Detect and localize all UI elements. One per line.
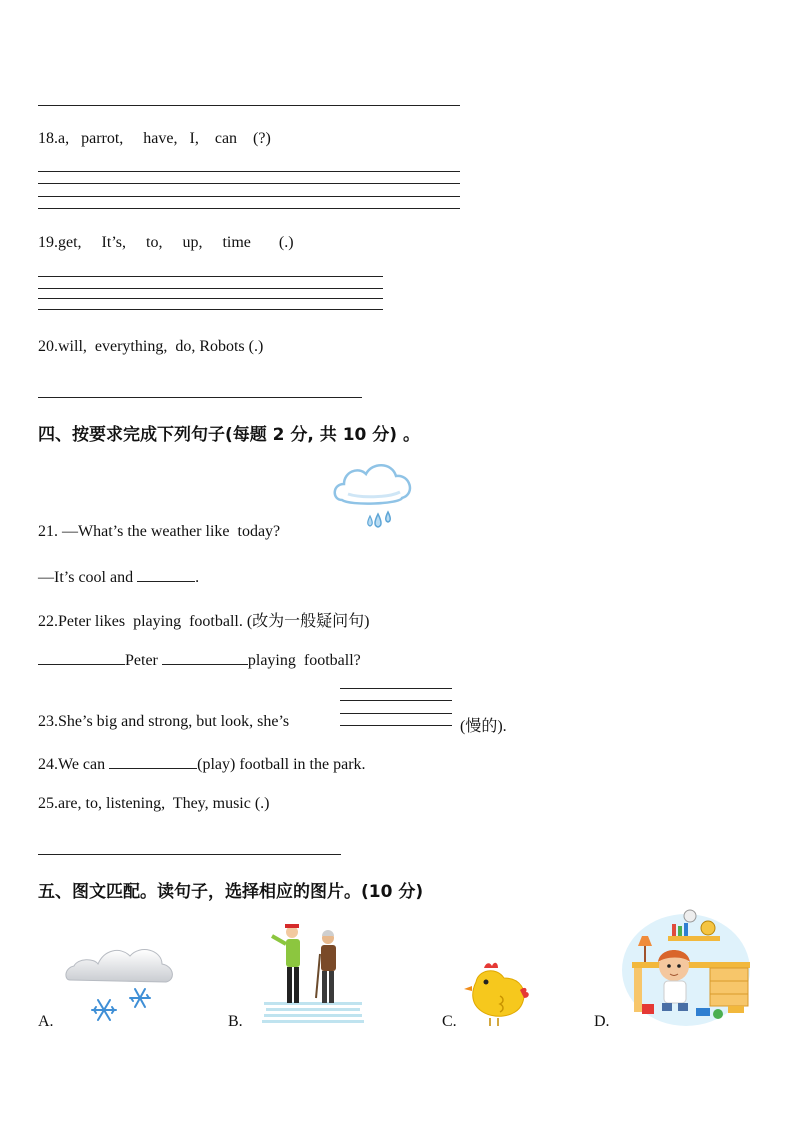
question-24 — [38, 754, 366, 774]
answer-22-blank-2[interactable] — [162, 650, 248, 665]
answer-line-18c — [38, 196, 460, 197]
option-a-label: A. — [38, 1013, 54, 1030]
question-19: 19.get, It’s, to, up, time (.) — [38, 234, 294, 251]
answer-line-19c — [38, 298, 383, 299]
answer-line-23a — [340, 688, 452, 689]
question-23: 23.She’s big and strong, but look, she’s — [38, 713, 294, 730]
question-24-blank[interactable] — [109, 754, 197, 769]
answer-line-18d — [38, 208, 460, 209]
answer-line-23d[interactable] — [340, 725, 452, 726]
answer-line-19d — [38, 309, 383, 310]
question-21: 21. —What’s the weather like today? — [38, 523, 281, 540]
snow-cloud-icon[interactable] — [64, 938, 176, 1028]
answer-21-prefix: —It’s cool and — [38, 569, 138, 586]
option-d-label: D. — [594, 1013, 610, 1030]
question-24-suffix: (play) football in the park. — [197, 756, 366, 773]
answer-line-18a — [38, 171, 460, 172]
answer-22-middle: Peter — [125, 652, 162, 669]
option-b-label: B. — [228, 1013, 243, 1030]
answer-line-17 — [38, 105, 460, 106]
answer-21 — [38, 567, 199, 587]
chick-icon[interactable] — [462, 960, 532, 1028]
question-24-prefix: 24.We can — [38, 756, 110, 773]
answer-line-23c — [340, 713, 452, 714]
answer-22 — [38, 650, 361, 670]
rain-cloud-icon — [330, 458, 415, 540]
section-4-title: 四、按要求完成下列句子(每题 2 分, 共 10 分) 。 — [38, 425, 420, 445]
answer-line-18b — [38, 183, 460, 184]
answer-21-suffix: . — [195, 569, 200, 586]
question-23-hint: (慢的). — [460, 718, 507, 735]
question-18: 18.a, parrot, have, I, can (?) — [38, 130, 271, 147]
option-c-label: C. — [442, 1013, 457, 1030]
kid-room-icon[interactable] — [618, 906, 754, 1030]
answer-line-23b — [340, 700, 452, 701]
answer-line-20 — [38, 397, 362, 398]
answer-line-25 — [38, 854, 341, 855]
section-5-title: 五、图文匹配。读句子，选择相应的图片。(10 分) — [38, 882, 424, 902]
answer-line-19a — [38, 276, 383, 277]
answer-line-19b — [38, 288, 383, 289]
question-22: 22.Peter likes playing football. (改为一般疑问句) — [38, 613, 370, 630]
answer-22-end: playing football? — [247, 652, 361, 669]
answer-22-blank-1[interactable] — [38, 650, 125, 665]
question-20: 20.will, everything, do, Robots (.) — [38, 338, 264, 355]
men-crossing-icon[interactable] — [258, 920, 368, 1028]
answer-21-blank[interactable] — [137, 567, 195, 582]
question-25: 25.are, to, listening, They, music (.) — [38, 795, 270, 812]
